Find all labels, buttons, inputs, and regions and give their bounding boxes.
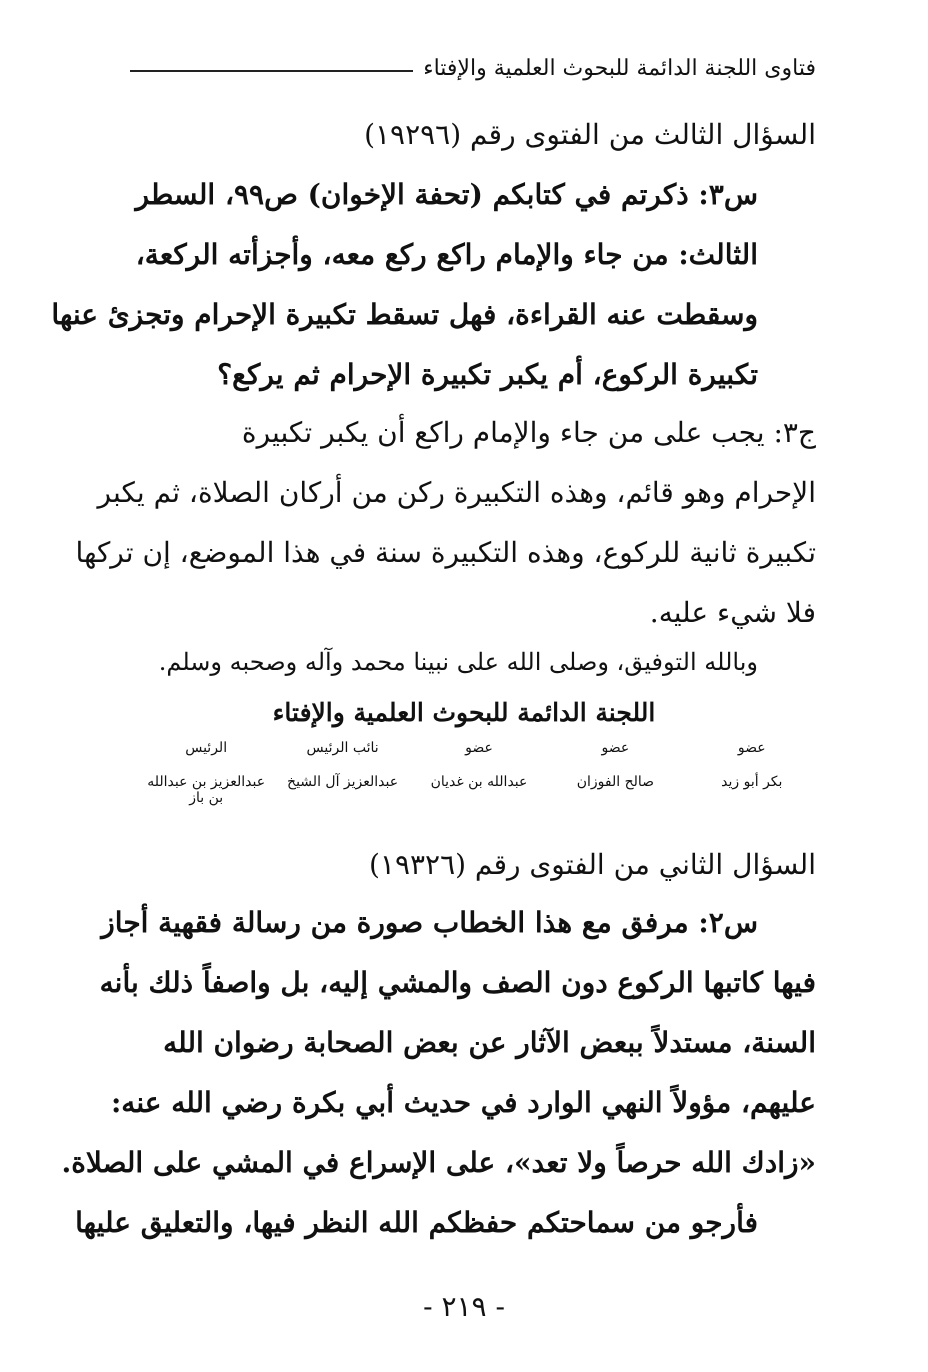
signature-titles [138, 740, 820, 756]
signature-title: عضو [737, 740, 766, 756]
section1-question-line: الثالث: من جاء والإمام راكع ركع معه، وأجزأته الركعة، [135, 238, 758, 271]
section2-intro: السؤال الثاني من الفتوى رقم (١٩٣٢٦) [368, 848, 816, 881]
signature-name: بكر أبو زيد [721, 774, 783, 790]
section2-question-line: فيها كاتبها الركوع دون الصف والمشي إليه، بل واصفاً ذلك بأنه [99, 966, 816, 999]
signature-title: الرئيس [185, 740, 228, 756]
section2-question-line: السنة، مستدلاً ببعض الآثار عن بعض الصحابة رضوان الله [163, 1026, 816, 1059]
header-title: فتاوى اللجنة الدائمة للبحوث العلمية والإفتاء [423, 56, 816, 81]
signature-name: صالح الفوزان [576, 774, 655, 790]
header-rule [130, 70, 413, 72]
section1-answer-line: ج٣: يجب على من جاء والإمام راكع أن يكبر تكبيرة [241, 416, 816, 449]
running-header [130, 56, 816, 81]
page-number: - ٢١٩ - [423, 1290, 505, 1323]
section2-question-line: عليهم، مؤولاً النهي الوارد في حديث أبي بكرة رضي الله عنه: [110, 1086, 816, 1119]
section2-question-line: فأرجو من سماحتكم حفظكم الله النظر فيها، والتعليق عليها [75, 1206, 758, 1239]
section1-question-line: وسقطت عنه القراءة، فهل تسقط تكبيرة الإحرام وتجزئ عنها [51, 298, 758, 331]
section1-question-line: س٣: ذكرتم في كتابكم (تحفة الإخوان) ص٩٩، السطر [135, 178, 758, 211]
section2-question-line: «زادك الله حرصاً ولا تعد»، على الإسراع في المشي على الصلاة. [61, 1146, 816, 1179]
section1-answer-line: فلا شيء عليه. [649, 596, 816, 629]
section1-question-line: تكبيرة الركوع، أم يكبر تكبيرة الإحرام ثم يركع؟ [217, 358, 758, 391]
section2-question-line: س٢: مرفق مع هذا الخطاب صورة من رسالة فقهية أجاز [101, 906, 758, 939]
signature-name: عبدالعزيز بن عبدالله بن باز [147, 774, 266, 806]
section1-answer-line: الإحرام وهو قائم، وهذه التكبيرة ركن من أركان الصلاة، ثم يكبر [97, 476, 816, 509]
signature-name: عبدالعزيز آل الشيخ [287, 774, 399, 790]
signature-title: عضو [601, 740, 630, 756]
committee-name: اللجنة الدائمة للبحوث العلمية والإفتاء [272, 698, 656, 727]
signature-names [138, 774, 820, 806]
signature-title: نائب الرئيس [306, 740, 379, 756]
closing-formula: وبالله التوفيق، وصلى الله على نبينا محمد وآله وصحبه وسلم. [158, 648, 758, 676]
signature-title: عضو [465, 740, 493, 756]
signature-name: عبدالله بن غديان [430, 774, 528, 790]
section1-intro: السؤال الثالث من الفتوى رقم (١٩٢٩٦) [364, 118, 816, 151]
section1-answer-line: تكبيرة ثانية للركوع، وهذه التكبيرة سنة في هذا الموضع، إن تركها [75, 536, 816, 569]
